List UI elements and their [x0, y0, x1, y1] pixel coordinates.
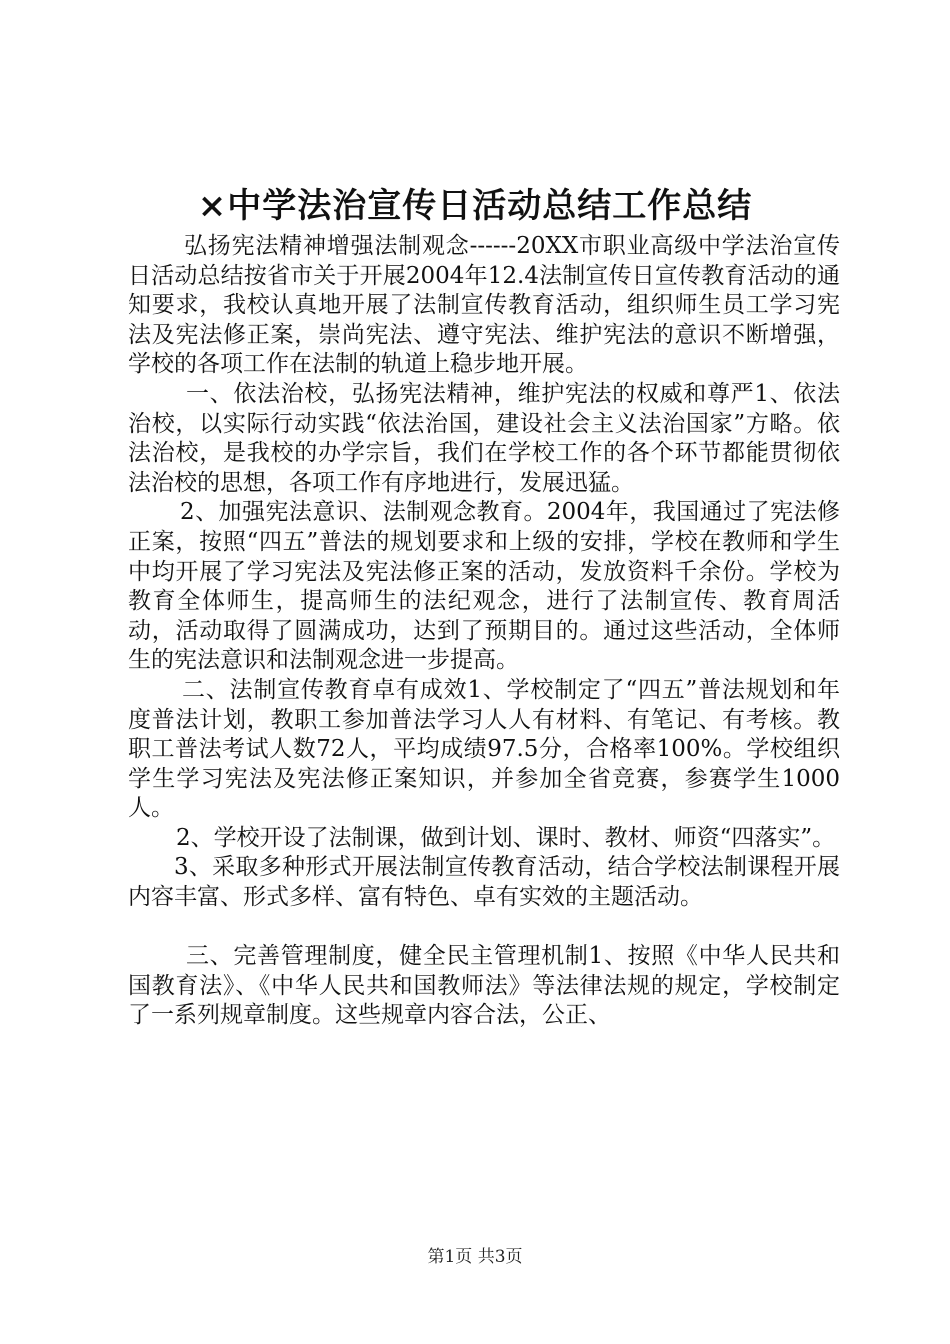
page-footer: 第1页 共3页 [427, 1247, 523, 1267]
document-body [128, 232, 840, 1031]
paragraph-section-1-item-2: 2、加强宪法意识、法制观念教育。2004年，我国通过了宪法修正案，按照“四五”普法的规划要求和上级的安排，学校在教师和学生中均开展了学习宪法及宪法修正案的活动，发放资料千余份。学校为教育全体师生，提高师生的法纪观念，进行了法制宣传、教育周活动，活动取得了圆满成功，达到了预期目的。通过这些活动，全体师生的宪法意识和法制观念进一步提高。 [128, 499, 840, 674]
paragraph-section-2-item-2: 2、学校开设了法制课，做到计划、课时、教材、师资“四落实”。 [176, 824, 836, 851]
paragraph-gap [128, 913, 840, 943]
paragraph-intro: 弘扬宪法精神增强法制观念------20XX市职业高级中学法治宣传日活动总结按省市关于开展2004年12.4法制宣传日宣传教育活动的通知要求，我校认真地开展了法制宣传教育活动，组织师生员工学习宪法及宪法修正案，崇尚宪法、遵守宪法、维护宪法的意识不断增强，学校的各项工作在法制的轨道上稳步地开展。 [128, 233, 840, 378]
paragraph-section-2-item-3: 3、采取多种形式开展法制宣传教育活动，结合学校法制课程开展内容丰富、形式多样、富有特色、卓有实效的主题活动。 [128, 854, 840, 911]
paragraph-section-2: 二、法制宣传教育卓有成效1、学校制定了“四五”普法规划和年度普法计划，教职工参加普法学习人人有材料、有笔记、有考核。教职工普法考试人数72人，平均成绩97.5分，合格率100%。学校组织学生学习宪法及宪法修正案知识，并参加全省竞赛，参赛学生1000人。 [128, 676, 840, 822]
paragraph-section-1: 一、依法治校，弘扬宪法精神，维护宪法的权威和尊严1、依法治校，以实际行动实践“依法治国，建设社会主义法治国家”方略。依法治校，是我校的办学宗旨，我们在学校工作的各个环节都能贯彻依法治校的思想，各项工作有序地进行，发展迅猛。 [128, 380, 840, 496]
paragraph-section-3: 三、完善管理制度，健全民主管理机制1、按照《中华人民共和国教育法》、《中华人民共和国教师法》等法律法规的规定，学校制定了一系列规章制度。这些规章内容合法，公正、 [128, 943, 840, 1029]
document-title: ×中学法治宣传日活动总结工作总结 [197, 186, 753, 226]
